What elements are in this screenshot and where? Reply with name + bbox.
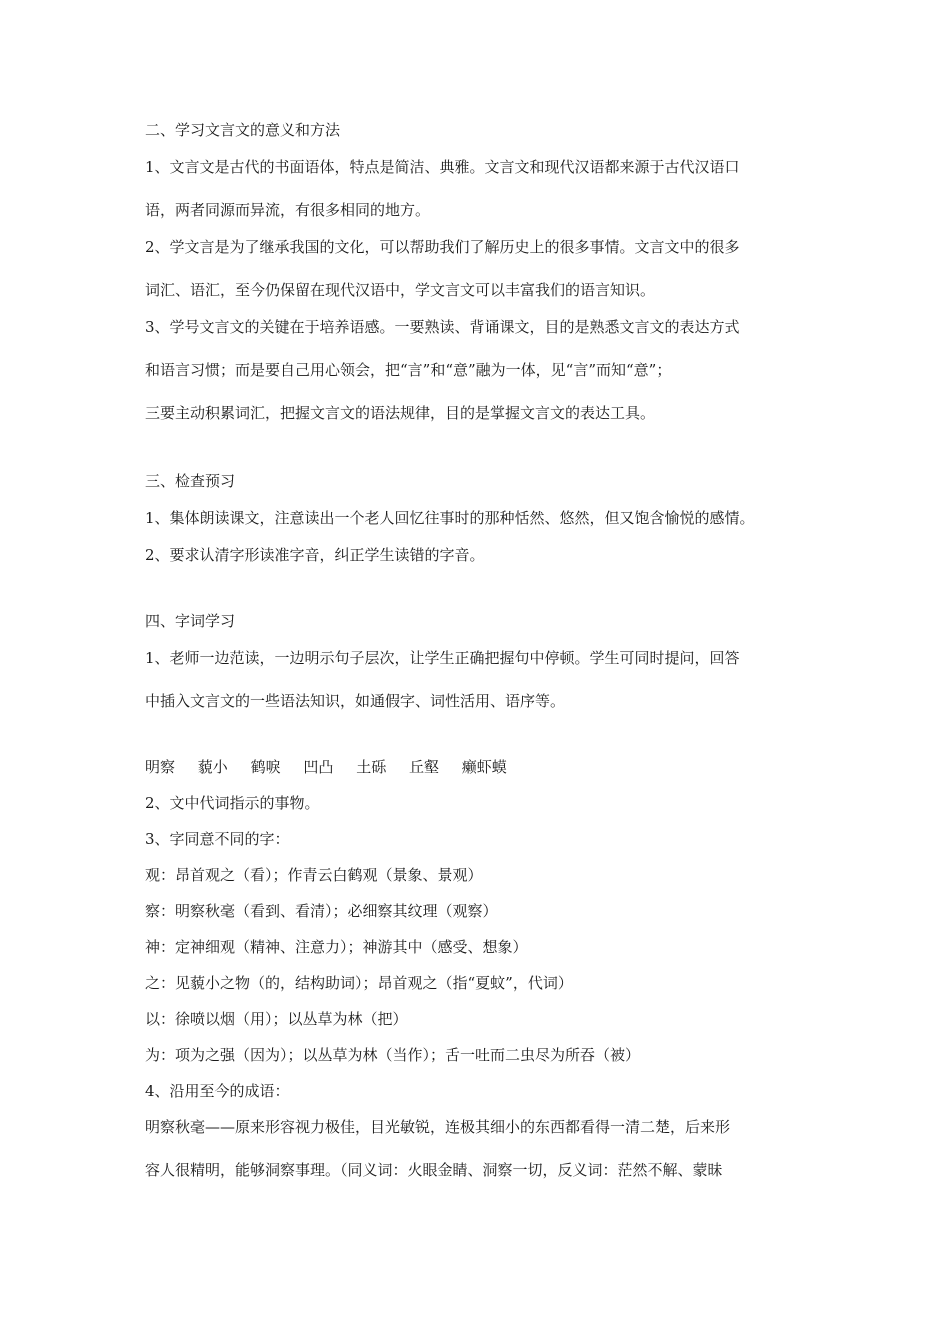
definition-line: 观：昂首观之（看）；作青云白鹤观（景象、景观）	[145, 866, 483, 884]
document-page	[145, 120, 815, 1180]
paragraph-line: 2、文中代词指示的事物。	[145, 794, 320, 812]
vocab-word: 土砾	[356, 758, 387, 776]
paragraph-line: 2、学文言是为了继承我国的文化，可以帮助我们了解历史上的很多事情。文言文中的很多	[145, 238, 740, 256]
paragraph-line: 容人很精明，能够洞察事理。（同义词：火眼金睛、洞察一切，反义词：茫然不解、蒙昧	[145, 1161, 723, 1179]
heading-section-3: 三、检查预习	[145, 472, 236, 490]
paragraph-line: 中插入文言文的一些语法知识，如通假字、词性活用、语序等。	[145, 692, 566, 710]
vocab-word: 癞虾蟆	[461, 758, 507, 776]
vocabulary-list	[145, 757, 815, 777]
paragraph-line: 3、学号文言文的关键在于培养语感。一要熟读、背诵课文，目的是熟悉文言文的表达方式	[145, 318, 740, 336]
paragraph-line: 语，两者同源而异流，有很多相同的地方。	[145, 201, 431, 219]
paragraph-line: 4、沿用至今的成语：	[145, 1082, 290, 1100]
heading-section-2: 二、学习文言文的意义和方法	[145, 121, 341, 139]
definition-line: 神：定神细观（精神、注意力）；神游其中（感受、想象）	[145, 938, 528, 956]
paragraph-line: 词汇、语汇，至今仍保留在现代汉语中，学文言文可以丰富我们的语言知识。	[145, 281, 656, 299]
definition-line: 为：项为之强（因为）；以丛草为林（当作）；舌一吐而二虫尽为所吞（被）	[145, 1046, 641, 1064]
vocab-word: 丘壑	[408, 758, 439, 776]
definition-line: 之：见藐小之物（的，结构助词）；昂首观之（指“夏蚊”，代词）	[145, 974, 573, 992]
paragraph-line: 2、要求认清字形读准字音，纠正学生读错的字音。	[145, 546, 485, 564]
heading-section-4: 四、字词学习	[145, 612, 236, 630]
paragraph-line: 和语言习惯；而是要自己用心领会，把“言”和“意”融为一体，见“言”而知“意”；	[145, 361, 672, 379]
paragraph-line: 明察秋毫——原来形容视力极佳，目光敏锐，连极其细小的东西都看得一清二楚，后来形	[145, 1118, 731, 1136]
paragraph-line: 1、老师一边范读，一边明示句子层次，让学生正确把握句中停顿。学生可同时提问，回答	[145, 649, 740, 667]
vocab-word: 凹凸	[303, 758, 334, 776]
paragraph-line: 三要主动积累词汇，把握文言文的语法规律，目的是掌握文言文的表达工具。	[145, 404, 656, 422]
paragraph-line: 1、文言文是古代的书面语体，特点是简洁、典雅。文言文和现代汉语都来源于古代汉语口	[145, 158, 740, 176]
vocab-word: 鹤唳	[250, 758, 281, 776]
vocab-word: 明察	[145, 758, 176, 776]
paragraph-line: 1、集体朗读课文，注意读出一个老人回忆往事时的那种恬然、悠然，但又饱含愉悦的感情。	[145, 509, 755, 527]
paragraph-line: 3、字同意不同的字：	[145, 830, 290, 848]
vocab-word: 藐小	[197, 758, 228, 776]
definition-line: 察：明察秋毫（看到、看清）；必细察其纹理（观察）	[145, 902, 498, 920]
definition-line: 以：徐喷以烟（用）；以丛草为林（把）	[145, 1010, 408, 1028]
